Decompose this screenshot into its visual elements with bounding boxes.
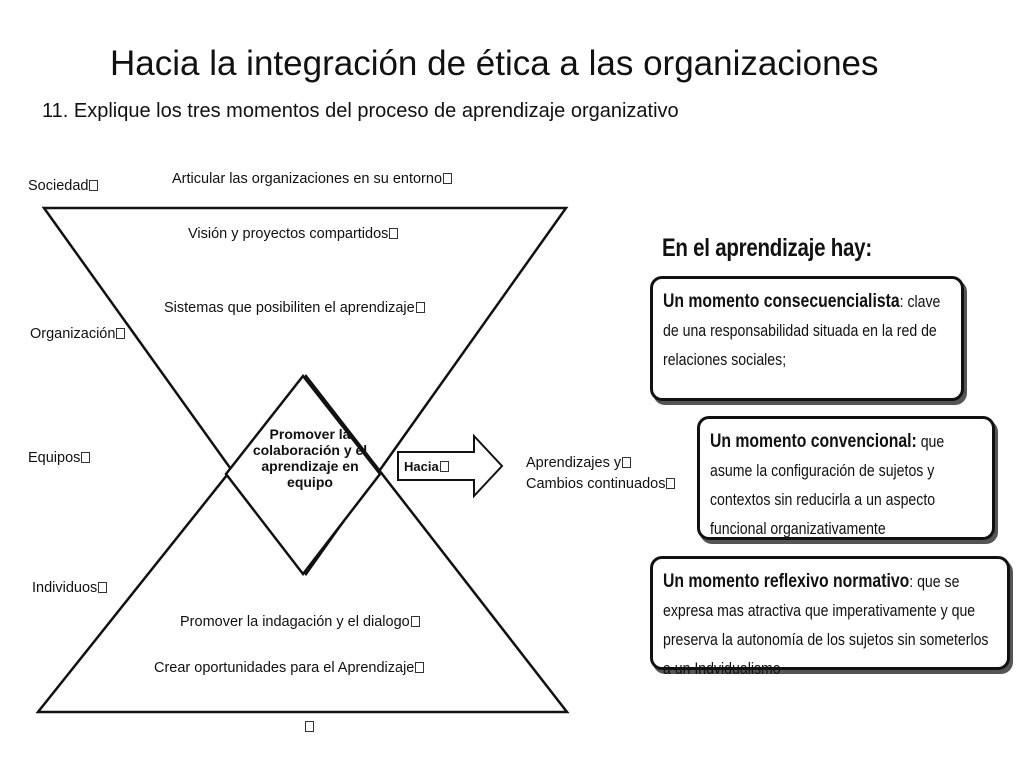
bottom-text-promover: Promover la indagación y el dialogo <box>180 614 420 630</box>
moment-box-reflexivo <box>650 556 1010 678</box>
bottom-placeholder-glyph <box>304 718 314 736</box>
moment-term: Un momento convencional: <box>710 431 917 452</box>
moment-text: : clave de una responsabilidad situada en la red de relaciones sociales; <box>663 292 941 369</box>
top-text-sistemas: Sistemas que posibiliten el aprendizaje <box>164 300 425 316</box>
moment-box-consecuencialista <box>650 276 964 401</box>
page-subtitle: 11. Explique los tres momentos del proceso de aprendizaje organizativo <box>42 100 679 122</box>
level-equipos: Equipos <box>28 450 90 466</box>
outcome-line-2: Cambios continuados <box>526 476 675 492</box>
level-individuos: Individuos <box>32 580 107 596</box>
moments-heading: En el aprendizaje hay: <box>662 234 872 262</box>
level-sociedad: Sociedad <box>28 178 98 194</box>
moment-box-convencional <box>697 416 995 540</box>
moment-text: : que se expresa mas atractiva que imperativamente y que preserva la autonomía de los sujetos sin someterlos a un Indvidualismo <box>663 572 989 678</box>
top-text-articular: Articular las organizaciones en su entorno <box>172 171 452 187</box>
moment-term: Un momento reflexivo normativo <box>663 571 910 592</box>
top-text-vision: Visión y proyectos compartidos <box>188 226 398 242</box>
moment-text: que asume la configuración de sujetos y contextos sin reducirla a un aspecto funcional organizativamente <box>710 432 945 538</box>
diamond-text: Promover la colaboración y el aprendizaje en equipo <box>252 426 368 490</box>
moment-term: Un momento consecuencialista <box>663 291 900 312</box>
bottom-text-crear: Crear oportunidades para el Aprendizaje <box>154 660 424 676</box>
outcome-line-1: Aprendizajes y <box>526 455 631 471</box>
level-organizacion: Organización <box>30 326 125 342</box>
arrow-label: Hacia <box>404 459 449 474</box>
page-title: Hacia la integración de ética a las organizaciones <box>110 44 879 83</box>
